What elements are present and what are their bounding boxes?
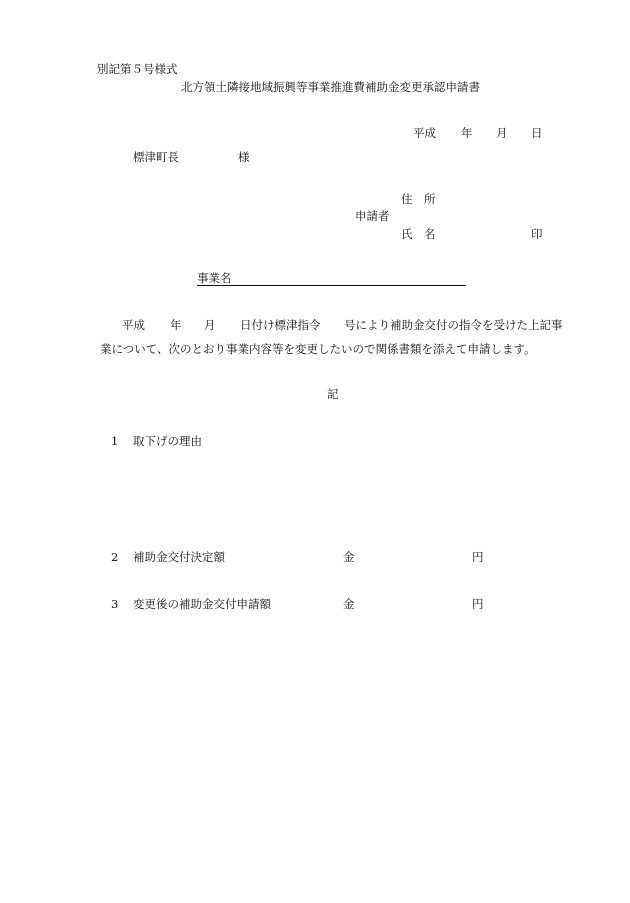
document-title: 北方領土隣接地域振興等事業推進費補助金変更承認申請書: [181, 80, 480, 94]
seal-mark: 印: [531, 227, 543, 241]
amount-unit: 円: [472, 550, 484, 564]
item-label: 変更後の補助金交付申請額: [133, 597, 271, 611]
date-era: 平成: [413, 126, 436, 140]
applicant-label: 申請者: [355, 209, 390, 223]
amount-prefix: 金: [343, 550, 355, 564]
body-era: 平成: [122, 318, 145, 332]
project-name-underline: [197, 285, 466, 286]
addressee-honorific: 様: [238, 150, 250, 164]
item-label: 補助金交付決定額: [133, 550, 225, 564]
date-year: 年: [461, 126, 473, 140]
date-month: 月: [496, 126, 508, 140]
record-heading: 記: [327, 387, 339, 401]
body-line1-rest2: 号により補助金交付の指令を受けた上記事: [344, 318, 563, 332]
addressee-name: 標津町長: [133, 150, 179, 164]
applicant-address-label: 住 所: [401, 192, 436, 206]
item-label: 取下げの理由: [133, 434, 202, 448]
project-name-label: 事業名: [197, 271, 232, 285]
body-line2: 業について、次のとおり事業内容等を変更したいので関係書類を添えて申請します。: [100, 342, 536, 356]
form-number: 別記第５号様式: [97, 62, 178, 76]
applicant-name-label: 氏 名: [401, 227, 436, 241]
body-year: 年: [170, 318, 182, 332]
amount-unit: 円: [472, 597, 484, 611]
date-day: 日: [531, 126, 543, 140]
item-number: 3: [111, 597, 119, 611]
body-line1-rest: 日付け標津指令: [240, 318, 321, 332]
amount-prefix: 金: [343, 597, 355, 611]
body-month: 月: [204, 318, 216, 332]
item-number: 1: [111, 434, 119, 448]
item-number: 2: [111, 550, 119, 564]
